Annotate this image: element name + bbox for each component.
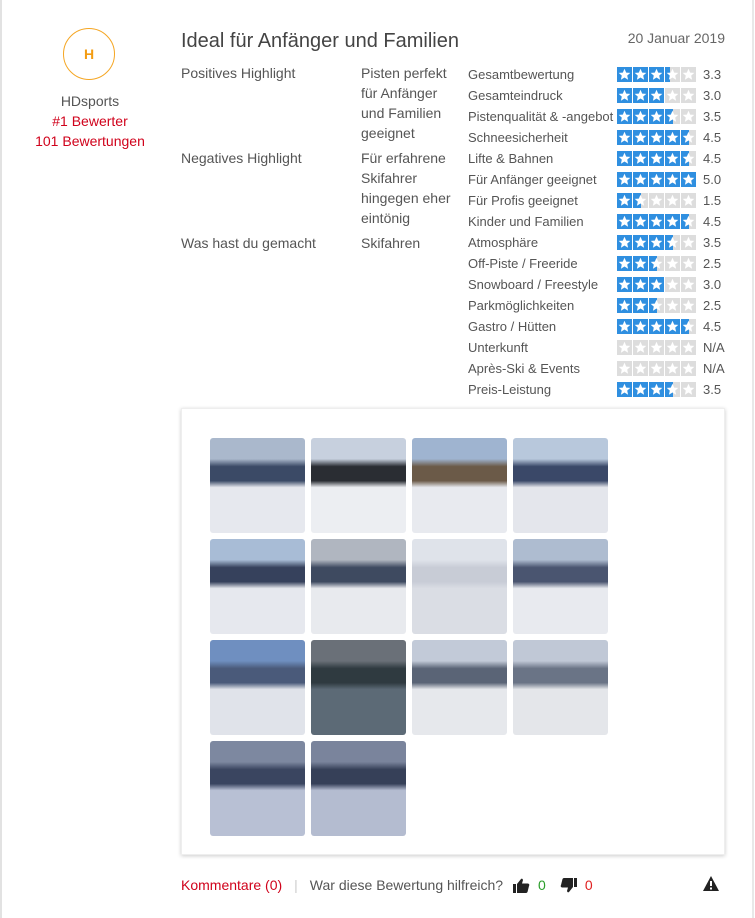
- rating-row: [468, 379, 725, 400]
- star-icon: [617, 214, 632, 229]
- rating-label: Preis-Leistung: [468, 382, 552, 397]
- helpful-question: War diese Bewertung hilfreich?: [309, 877, 504, 893]
- star-icon: [649, 340, 664, 355]
- rating-label: Für Profis geeignet: [468, 193, 578, 208]
- rating-value: 4.5: [703, 214, 722, 229]
- ratings-list: [468, 64, 725, 400]
- photo-thumbnail[interactable]: [513, 640, 608, 735]
- star-icon: [649, 193, 664, 208]
- star-icon: [681, 382, 696, 397]
- star-icon: [633, 256, 648, 271]
- star-icon: [617, 88, 632, 103]
- rating-value: 3.5: [703, 382, 722, 397]
- star-icon: [665, 277, 680, 292]
- star-icon: [681, 109, 696, 124]
- star-icon: [617, 193, 632, 208]
- photo-thumbnail[interactable]: [311, 438, 406, 533]
- star-icon: [649, 319, 664, 334]
- rating-row: [468, 253, 725, 274]
- star-rating: [617, 340, 697, 355]
- activity-value: Skifahren: [361, 235, 421, 251]
- star-rating: [617, 130, 697, 145]
- star-icon: [681, 172, 696, 187]
- rating-row: [468, 190, 725, 211]
- star-icon: [617, 298, 632, 313]
- star-icon: [633, 319, 648, 334]
- star-icon: [649, 298, 664, 313]
- star-icon: [649, 361, 664, 376]
- star-icon: [633, 298, 648, 313]
- rating-value: 3.3: [703, 67, 722, 82]
- star-icon: [617, 109, 632, 124]
- activity-label: Was hast du gemacht: [181, 235, 316, 251]
- star-rating: [617, 172, 697, 187]
- star-icon: [617, 67, 632, 82]
- rating-label: Gesamtbewertung: [468, 67, 575, 82]
- photo-thumbnail[interactable]: [311, 539, 406, 634]
- star-icon: [633, 67, 648, 82]
- rating-row: [468, 295, 725, 316]
- rating-row: [468, 232, 725, 253]
- star-icon: [617, 340, 632, 355]
- positive-highlight-value: Pisten perfekt für Anfänger und Familien geeignet: [361, 65, 447, 141]
- star-rating: [617, 361, 697, 376]
- rating-row: [468, 106, 725, 127]
- star-icon: [649, 151, 664, 166]
- star-icon: [649, 88, 664, 103]
- star-icon: [633, 172, 648, 187]
- star-icon: [633, 214, 648, 229]
- photo-thumbnail[interactable]: [210, 539, 305, 634]
- rating-label: Lifte & Bahnen: [468, 151, 554, 166]
- reviewer-rank: #1 Bewerter: [52, 113, 128, 129]
- star-icon: [649, 109, 664, 124]
- positive-highlight-label: Positives Highlight: [181, 65, 296, 81]
- report-warning-icon[interactable]: [703, 876, 719, 894]
- star-rating: [617, 235, 697, 250]
- star-icon: [681, 298, 696, 313]
- star-icon: [665, 151, 680, 166]
- reviewer-review-count[interactable]: 101 Bewertungen: [35, 133, 145, 149]
- star-icon: [617, 382, 632, 397]
- star-icon: [681, 235, 696, 250]
- star-icon: [649, 277, 664, 292]
- star-icon: [665, 193, 680, 208]
- rating-value: 1.5: [703, 193, 722, 208]
- negative-highlight-value: Für erfahrene Skifahrer hingegen eher eintönig: [361, 150, 451, 226]
- star-rating: [617, 88, 697, 103]
- star-icon: [681, 67, 696, 82]
- rating-label: Für Anfänger geeignet: [468, 172, 597, 187]
- star-rating: [617, 382, 697, 397]
- star-icon: [617, 235, 632, 250]
- rating-label: Snowboard / Freestyle: [468, 277, 599, 292]
- star-icon: [681, 193, 696, 208]
- star-rating: [617, 319, 697, 334]
- photo-thumbnail[interactable]: [210, 741, 305, 836]
- star-icon: [633, 193, 648, 208]
- review-footer: [181, 877, 593, 893]
- star-icon: [617, 361, 632, 376]
- star-icon: [633, 382, 648, 397]
- star-icon: [681, 361, 696, 376]
- star-icon: [665, 88, 680, 103]
- rating-row: [468, 316, 725, 337]
- star-icon: [649, 130, 664, 145]
- star-icon: [633, 340, 648, 355]
- star-icon: [665, 319, 680, 334]
- star-icon: [665, 214, 680, 229]
- star-rating: [617, 67, 697, 82]
- star-icon: [665, 256, 680, 271]
- star-icon: [633, 361, 648, 376]
- rating-row: [468, 148, 725, 169]
- star-icon: [681, 151, 696, 166]
- reviewer-name[interactable]: HDsports: [60, 93, 120, 109]
- star-icon: [633, 235, 648, 250]
- rating-row: [468, 358, 725, 379]
- star-icon: [649, 235, 664, 250]
- star-rating: [617, 151, 697, 166]
- star-icon: [665, 130, 680, 145]
- rating-label: Gesamteindruck: [468, 88, 563, 103]
- star-icon: [649, 172, 664, 187]
- photo-thumbnail[interactable]: [210, 640, 305, 735]
- thumbs-up-count: 0: [538, 877, 546, 893]
- rating-value: 2.5: [703, 298, 722, 313]
- rating-label: Pistenqualität & -angebot: [468, 109, 614, 124]
- thumbs-down-icon[interactable]: [560, 878, 577, 893]
- star-icon: [633, 109, 648, 124]
- star-rating: [617, 214, 697, 229]
- star-icon: [681, 319, 696, 334]
- rating-row: [468, 127, 725, 148]
- avatar-letter: H: [83, 46, 95, 62]
- rating-label: Schneesicherheit: [468, 130, 568, 145]
- right-border: [752, 0, 754, 918]
- star-rating: [617, 277, 697, 292]
- star-icon: [665, 67, 680, 82]
- rating-value: 2.5: [703, 256, 722, 271]
- star-icon: [617, 172, 632, 187]
- rating-label: Atmosphäre: [468, 235, 539, 250]
- star-icon: [665, 382, 680, 397]
- rating-value: 3.0: [703, 277, 722, 292]
- star-icon: [665, 298, 680, 313]
- star-icon: [649, 256, 664, 271]
- star-icon: [665, 172, 680, 187]
- rating-row: [468, 274, 725, 295]
- review-title: Ideal für Anfänger und Familien: [181, 30, 459, 52]
- star-icon: [665, 340, 680, 355]
- star-icon: [649, 214, 664, 229]
- photo-thumbnail[interactable]: [210, 438, 305, 533]
- rating-row: [468, 211, 725, 232]
- rating-value: N/A: [703, 361, 725, 376]
- star-icon: [617, 151, 632, 166]
- rating-value: 4.5: [703, 319, 722, 334]
- divider: |: [294, 877, 298, 893]
- star-icon: [649, 382, 664, 397]
- rating-label: Unterkunft: [468, 340, 528, 355]
- rating-value: 4.5: [703, 130, 722, 145]
- star-rating: [617, 298, 697, 313]
- star-icon: [633, 151, 648, 166]
- comments-link[interactable]: Kommentare (0): [181, 877, 283, 893]
- star-icon: [681, 88, 696, 103]
- rating-label: Après-Ski & Events: [468, 361, 580, 376]
- rating-value: 3.5: [703, 235, 722, 250]
- review-date: 20 Januar 2019: [627, 30, 725, 46]
- star-icon: [681, 256, 696, 271]
- negative-highlight-label: Negatives Highlight: [181, 150, 302, 166]
- avatar[interactable]: [63, 28, 115, 80]
- star-icon: [633, 277, 648, 292]
- star-rating: [617, 256, 697, 271]
- star-rating: [617, 109, 697, 124]
- star-icon: [665, 109, 680, 124]
- rating-value: 3.5: [703, 109, 722, 124]
- star-icon: [617, 319, 632, 334]
- rating-value: N/A: [703, 340, 725, 355]
- star-icon: [633, 130, 648, 145]
- photo-thumbnail[interactable]: [513, 438, 608, 533]
- star-rating: [617, 193, 697, 208]
- star-icon: [681, 277, 696, 292]
- photo-thumbnail[interactable]: [311, 741, 406, 836]
- thumbs-up-icon[interactable]: [513, 878, 530, 893]
- photo-thumbnail[interactable]: [311, 640, 406, 735]
- rating-label: Gastro / Hütten: [468, 319, 557, 334]
- star-icon: [665, 361, 680, 376]
- thumbs-down-count: 0: [584, 877, 593, 893]
- rating-row: [468, 64, 725, 85]
- star-icon: [617, 130, 632, 145]
- rating-value: 5.0: [703, 172, 722, 187]
- rating-value: 3.0: [703, 88, 722, 103]
- star-icon: [649, 67, 664, 82]
- star-icon: [681, 214, 696, 229]
- rating-row: [468, 169, 725, 190]
- photo-thumbnail[interactable]: [412, 539, 507, 634]
- rating-row: [468, 85, 725, 106]
- rating-label: Parkmöglichkeiten: [468, 298, 575, 313]
- star-icon: [617, 256, 632, 271]
- rating-label: Off-Piste / Freeride: [468, 256, 578, 271]
- star-icon: [633, 88, 648, 103]
- photo-thumbnail[interactable]: [513, 539, 608, 634]
- star-icon: [681, 340, 696, 355]
- rating-row: [468, 337, 725, 358]
- star-icon: [681, 130, 696, 145]
- star-icon: [665, 235, 680, 250]
- photo-thumbnail[interactable]: [412, 640, 507, 735]
- photo-gallery: [181, 408, 725, 855]
- rating-value: 4.5: [703, 151, 722, 166]
- star-icon: [617, 277, 632, 292]
- rating-label: Kinder und Familien: [468, 214, 584, 229]
- photo-thumbnail[interactable]: [412, 438, 507, 533]
